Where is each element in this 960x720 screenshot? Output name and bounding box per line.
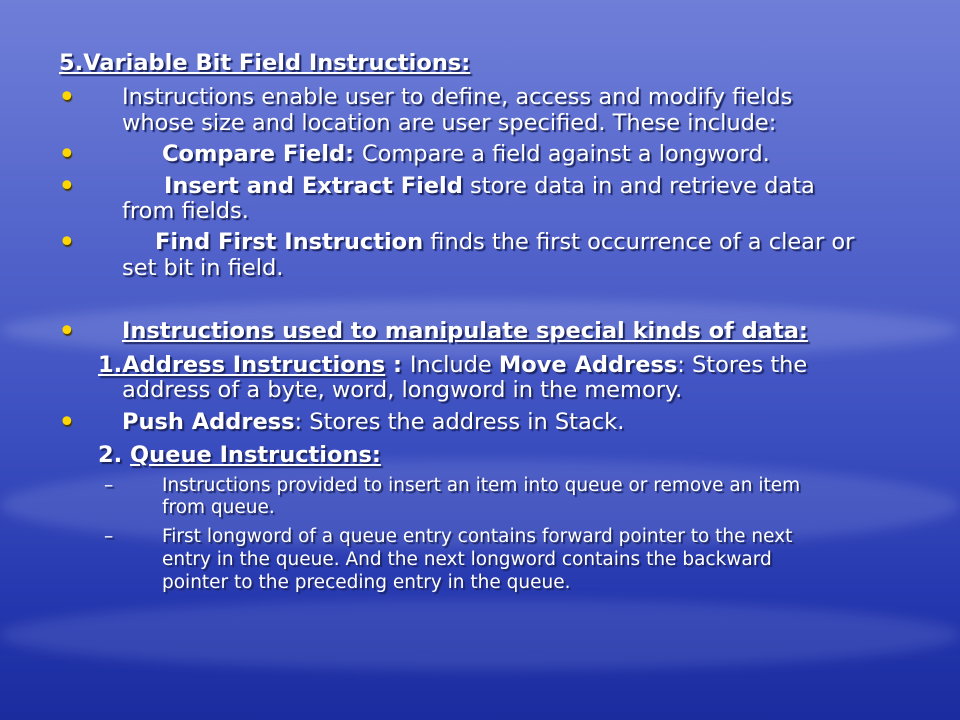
special-data-heading: Instructions used to manipulate special kinds of data: — [122, 318, 808, 344]
insert-extract-desc: store data in and retrieve data — [462, 173, 815, 199]
address-instructions-line-2: address of a byte, word, longword in the memory. — [122, 377, 683, 403]
bullet-icon: • — [58, 225, 76, 260]
address-instructions-line-1 — [98, 352, 807, 379]
bullet-special-data — [122, 318, 808, 345]
find-first-term: Find First Instruction — [155, 229, 424, 255]
bullet-intro-line-2: whose size and location are user specified. These include: — [122, 110, 777, 136]
bullet-insert-extract-line-1 — [164, 173, 815, 200]
push-address-term: Push Address — [122, 409, 295, 435]
bullet-icon: • — [58, 80, 76, 115]
bullet-find-first-line-1 — [155, 229, 854, 256]
queue-number: 2. — [98, 442, 131, 468]
queue-label: Queue Instructions: — [130, 442, 381, 468]
compare-field-term: Compare Field: — [162, 141, 362, 167]
bullet-icon: • — [58, 137, 76, 172]
address-colon: : — [385, 352, 410, 378]
address-include-text: Include — [409, 352, 499, 378]
bullet-push-address — [122, 409, 624, 436]
heading-text: 5.Variable Bit Field Instructions: — [59, 50, 471, 76]
bullet-intro-line-1: Instructions enable user to define, access and modify fields — [122, 84, 793, 110]
queue-sub2-line-1: First longword of a queue entry contains forward pointer to the next — [162, 526, 793, 547]
insert-extract-term: Insert and Extract Field — [164, 173, 463, 199]
bullet-find-first-line-2: set bit in field. — [122, 255, 284, 281]
bullet-icon: • — [58, 314, 76, 349]
queue-sub2-line-2: entry in the queue. And the next longword contains the backward — [162, 549, 772, 570]
address-instructions-label: 1.Address Instructions — [98, 352, 386, 378]
move-address-term: Move Address — [498, 352, 678, 378]
dash-icon: – — [104, 475, 114, 496]
bullet-insert-extract-line-2: from fields. — [122, 198, 249, 224]
queue-sub1-line-2: from queue. — [162, 497, 275, 518]
compare-field-desc: Compare a field against a longword. — [361, 141, 770, 167]
bullet-compare-field — [162, 141, 770, 168]
dash-icon: – — [104, 526, 114, 547]
queue-instructions-heading — [98, 442, 381, 469]
bullet-icon: • — [58, 169, 76, 204]
queue-sub2-line-3: pointer to the preceding entry in the queue. — [162, 572, 571, 593]
push-address-desc: : Stores the address in Stack. — [294, 409, 625, 435]
bullet-icon: • — [58, 405, 76, 440]
slide-heading — [59, 50, 470, 77]
move-address-desc: : Stores the — [677, 352, 808, 378]
queue-sub1-line-1: Instructions provided to insert an item into queue or remove an item — [162, 475, 801, 496]
find-first-desc: finds the first occurrence of a clear or — [423, 229, 855, 255]
